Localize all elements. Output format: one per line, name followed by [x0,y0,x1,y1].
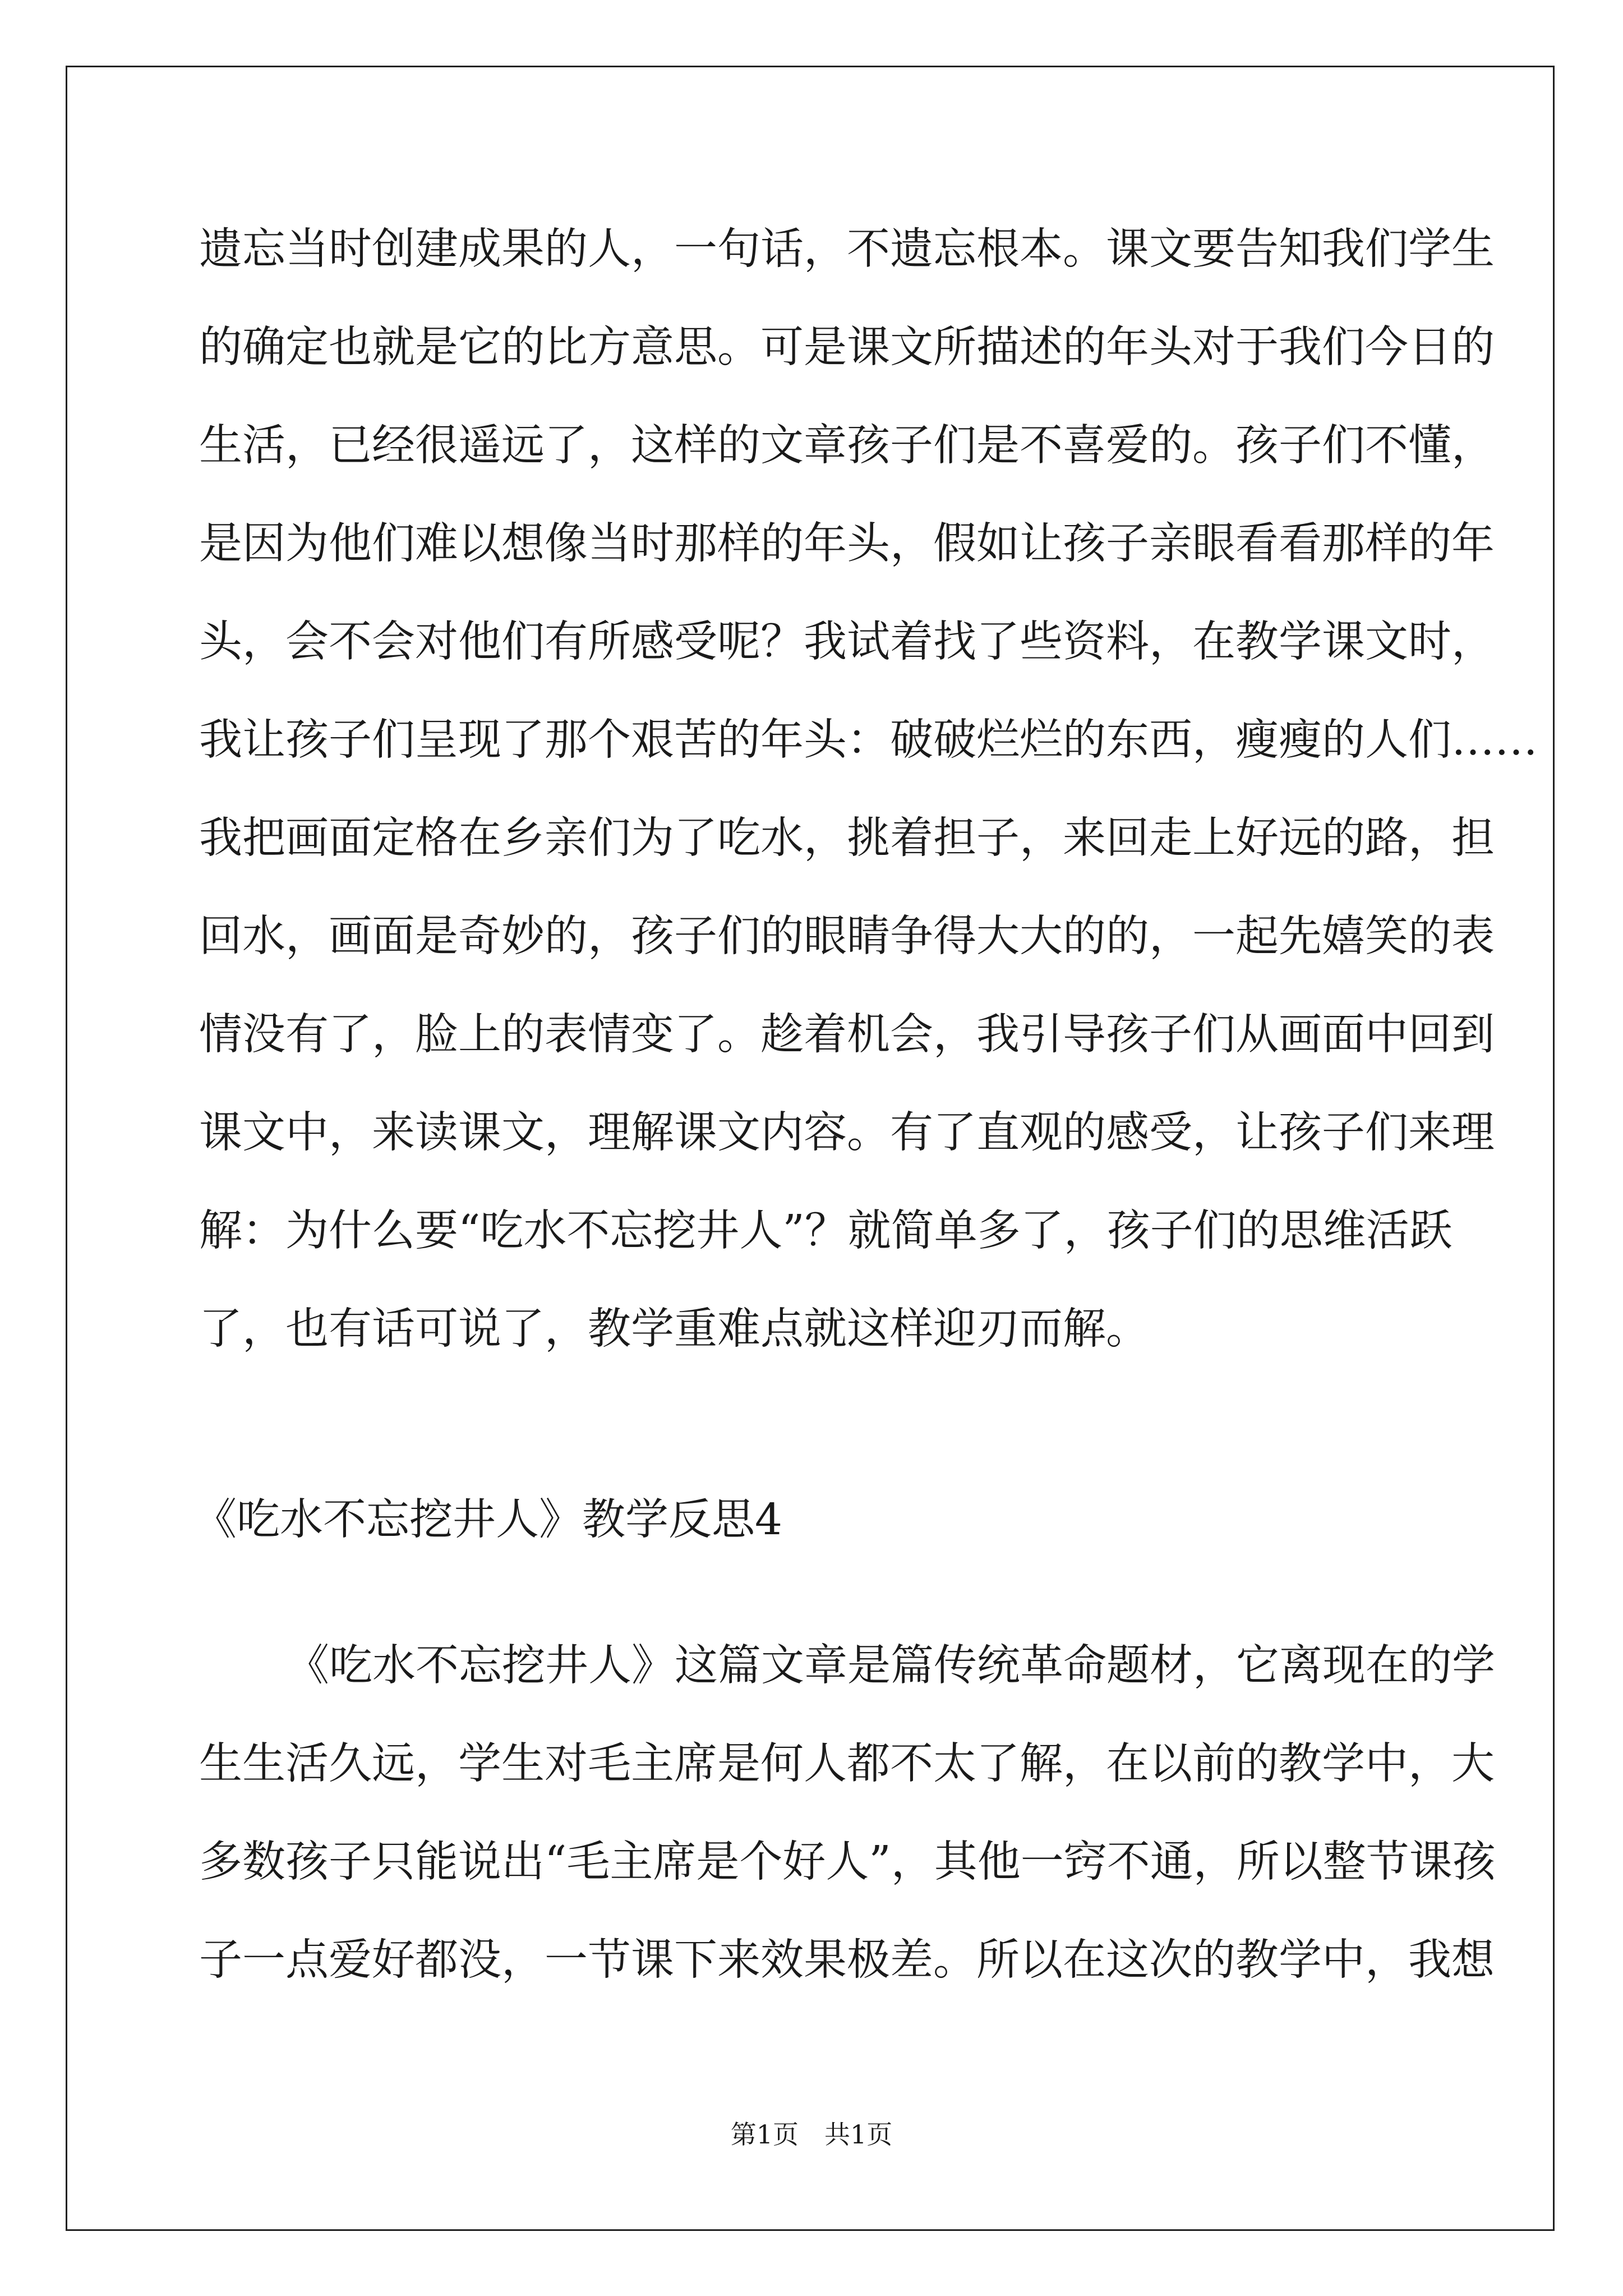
paragraph-line: 课文中，来读课文，理解课文内容。有了直观的感受，让孩子们来理 [199,1108,1495,1158]
paragraph-line: 多数孩子只能说出“毛主席是个好人”，其他一窍不通，所以整节课孩 [199,1837,1496,1887]
paragraph-line: 生生活久远，学生对毛主席是何人都不太了解，在以前的教学中，大 [199,1739,1495,1789]
paragraph-line: 了，也有话可说了，教学重难点就这样迎刃而解。 [199,1304,1149,1354]
paragraph-line: 情没有了，脸上的表情变了。趁着机会，我引导孩子们从画面中回到 [199,1010,1495,1060]
paragraph-line: 我让孩子们呈现了那个艰苦的年头：破破烂烂的东西，瘦瘦的人们…… [199,715,1538,765]
section-heading: 《吃水不忘挖井人》教学反思4 [193,1495,782,1545]
paragraph-line: 遗忘当时创建成果的人，一句话，不遗忘根本。课文要告知我们学生 [199,224,1495,274]
paragraph-line: 回水，画面是奇妙的，孩子们的眼睛争得大大的的，一起先嬉笑的表 [199,912,1495,961]
paragraph-line: 我把画面定格在乡亲们为了吃水，挑着担子，来回走上好远的路，担 [199,813,1495,863]
paragraph-line: 《吃水不忘挖井人》这篇文章是篇传统革命题材，它离现在的学 [286,1641,1495,1691]
paragraph-line: 头，会不会对他们有所感受呢？我试着找了些资料，在教学课文时， [199,617,1495,667]
page-footer: 第1页 共1页 [730,2119,893,2150]
paragraph-line: 的确定也就是它的比方意思。可是课文所描述的年头对于我们今日的 [199,323,1495,372]
paragraph-line: 是因为他们难以想像当时那样的年头，假如让孩子亲眼看看那样的年 [199,519,1495,569]
paragraph-line: 解：为什么要“吃水不忘挖井人”？就简单多了，孩子们的思维活跃 [199,1206,1453,1256]
paragraph-line: 子一点爱好都没，一节课下来效果极差。所以在这次的教学中，我想 [199,1935,1495,1985]
paragraph-line: 生活，已经很遥远了，这样的文章孩子们是不喜爱的。孩子们不懂， [199,421,1495,471]
